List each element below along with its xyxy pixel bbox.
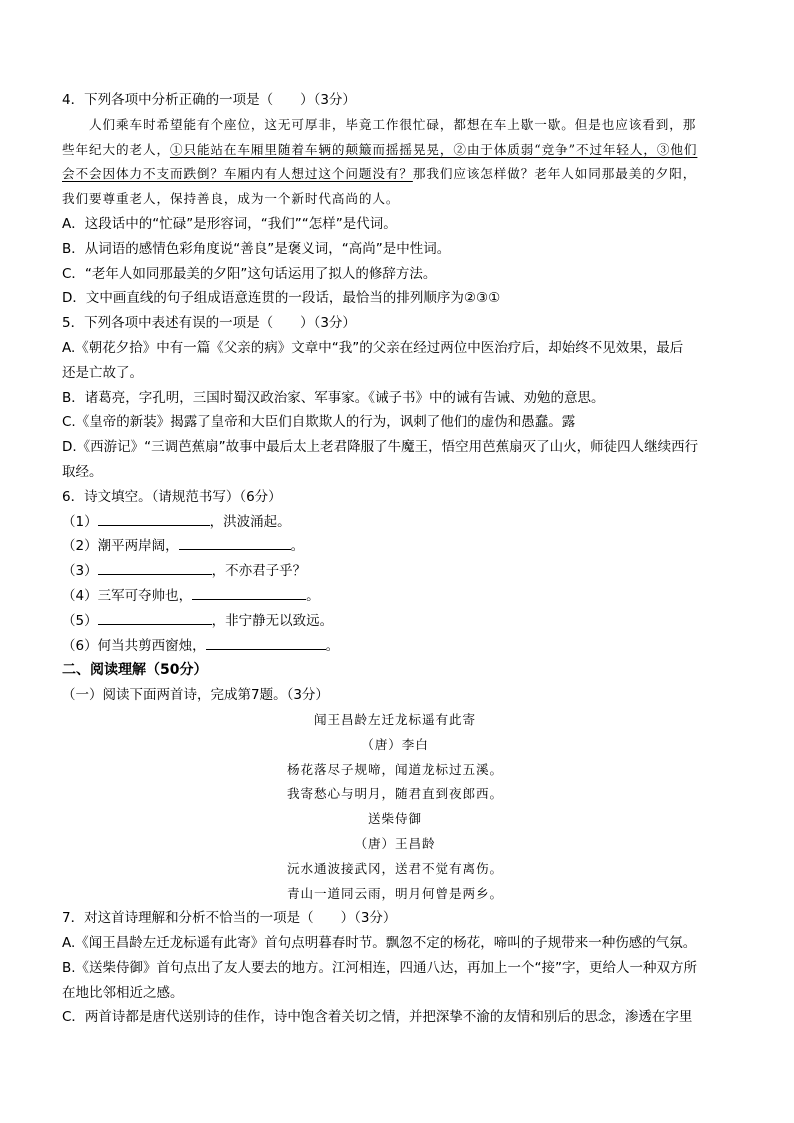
answer-blank-3[interactable] — [98, 560, 212, 575]
q6-item-4-end: 。 — [306, 587, 320, 604]
q4-passage-text-cont: 那我们应该怎样做？老年人如同那最美的夕阳， — [412, 166, 697, 182]
q5-option-b: B．诸葛亮，字孔明，三国时蜀汉政治家、军事家。《诫子书》中的诫有告诫、劝勉的意思。 — [62, 389, 605, 406]
q6-item-1-text: ，洪波涌起。 — [209, 513, 291, 530]
q6-item-1 — [62, 510, 728, 535]
poem-1-title: 闻王昌龄左迁龙标遥有此寄 — [314, 711, 476, 727]
page-content — [62, 88, 728, 1030]
poem-1-author: （唐）李白 — [361, 736, 429, 752]
answer-blank-6[interactable] — [206, 635, 326, 650]
poem-1-line-1: 杨花落尽子规啼，闻道龙标过五溪。 — [287, 761, 503, 777]
q7-stem: 7．对这首诗理解和分析不恰当的一项是（ ）（3分） — [62, 910, 397, 927]
q7-option-a: A.《闻王昌龄左迁龙标遥有此寄》首句点明暮春时节。飘忽不定的杨花，啼叫的子规带来一种伤感的气氛。 — [62, 935, 697, 952]
q6-item-2-text: （2）潮平两岸阔， — [62, 538, 179, 555]
answer-blank-1[interactable] — [98, 511, 210, 526]
q7-option-b-line-2: 在地比邻相近之感。 — [62, 984, 184, 1001]
q6-item-5 — [62, 609, 728, 634]
q4-option-b: B．从词语的感情色彩角度说“善良”是褒义词，“高尚”是中性词。 — [62, 240, 451, 257]
q4-option-d: D．文中画直线的句子组成语意连贯的一段话，最恰当的排列顺序为②③① — [62, 290, 501, 307]
section-2-intro: （一）阅读下面两首诗，完成第7题。（3分） — [62, 687, 329, 704]
q5-option-a-line-1: A.《朝花夕拾》中有一篇《父亲的病》文章中“我”的父亲在经过两位中医治疗后，却始终不见效果，最后 — [62, 339, 684, 356]
q5-option-c: C.《皇帝的新装》揭露了皇帝和大臣们自欺欺人的行为，讽刺了他们的虚伪和愚蠢。露 — [62, 414, 576, 431]
poem-1-line-2: 我寄愁心与明月，随君直到夜郎西。 — [287, 786, 503, 802]
answer-blank-2[interactable] — [179, 535, 291, 550]
q4-option-c: C．“老年人如同那最美的夕阳”这句话运用了拟人的修辞方法。 — [62, 265, 437, 282]
q4-passage-line-2 — [62, 138, 728, 163]
q6-item-1-number: （1） — [62, 513, 98, 530]
q6-item-5-number: （5） — [62, 612, 98, 629]
q6-item-6 — [62, 634, 728, 659]
poem-2-line-1: 沅水通波接武冈，送君不觉有离伤。 — [287, 860, 503, 876]
q4-underlined-sentences: ①只能站在车厢里随着车辆的颠簸而摇摇晃晃，②由于体质弱“竞争”不过年轻人，③他们 — [169, 141, 698, 157]
q6-item-2-end: 。 — [290, 538, 305, 555]
q6-item-5-text: ，非宁静无以致远。 — [211, 612, 334, 629]
q6-stem: 6．诗文填空。（请规范书写）（6分） — [62, 488, 282, 505]
q5-option-d-line-2: 取经。 — [62, 463, 103, 480]
q6-item-6-end: 。 — [325, 637, 340, 654]
q4-underlined-sentences-cont: 会不会因体力不支而跌倒？车厢内有人想过这个问题没有？ — [62, 166, 413, 182]
q7-option-b-line-1: B.《送柴侍御》首句点出了友人要去的地方。江河相连，四通八达，再加上一个“接”字，更给人一种双方所 — [62, 959, 698, 976]
poem-2-title: 送柴侍御 — [368, 811, 422, 827]
q4-passage-line-1: 人们乘车时希望能有个座位，这无可厚非，毕竟工作很忙碌，都想在车上歇一歇。但是也应该看到，那 — [89, 116, 697, 132]
answer-blank-5[interactable] — [98, 610, 212, 625]
q7-option-c: C．两首诗都是唐代送别诗的佳作，诗中饱含着关切之情，并把深挚不渝的友情和别后的思念，渗透在字里 — [62, 1009, 693, 1026]
q5-option-a-line-2: 还是亡故了。 — [62, 364, 143, 381]
q6-item-4 — [62, 584, 728, 609]
q5-stem: 5．下列各项中表述有误的一项是（ ）（3分） — [62, 315, 356, 332]
poem-2-line-2: 青山一道同云雨，明月何曾是两乡。 — [287, 885, 503, 901]
q6-item-6-text: （6）何当共剪西窗烛， — [62, 637, 206, 654]
q4-option-a: A．这段话中的“忙碌”是形容词，“我们”“怎样”是代词。 — [62, 215, 397, 232]
q5-option-d-line-1: D.《西游记》“三调芭蕉扇”故事中最后太上老君降服了牛魔王，悟空用芭蕉扇灭了山火，师徒四人继续西行 — [62, 439, 699, 456]
q6-item-4-text: （4）三军可夺帅也， — [62, 587, 193, 604]
q6-item-3-text: ，不亦君子乎？ — [211, 563, 307, 580]
section-2-title: 二、阅读理解（50分） — [62, 662, 208, 679]
q6-item-3-number: （3） — [62, 563, 98, 580]
answer-blank-4[interactable] — [192, 585, 306, 600]
q4-passage-line-4: 我们要尊重老人，保持善良，成为一个新时代高尚的人。 — [62, 191, 400, 207]
q6-item-3 — [62, 559, 728, 584]
q4-stem: 4．下列各项中分析正确的一项是（ ）（3分） — [62, 92, 356, 108]
q6-item-2 — [62, 534, 728, 559]
q4-passage-line-3 — [62, 162, 728, 187]
poem-2-author: （唐）王昌龄 — [354, 835, 436, 851]
q4-passage-text: 些年纪大的老人， — [62, 141, 170, 157]
